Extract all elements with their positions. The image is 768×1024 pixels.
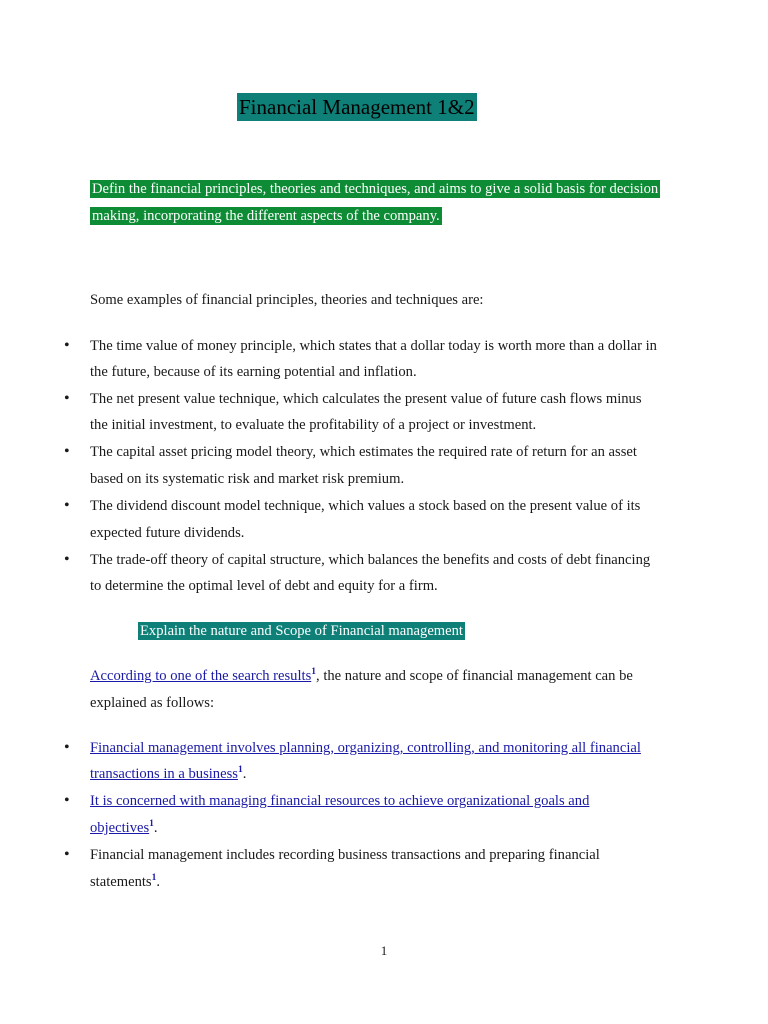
document-title: Financial Management 1&2: [239, 95, 475, 119]
list-bullet: •: [64, 443, 70, 460]
list-item-cont: to determine the optimal level of debt and equity for a firm.: [90, 578, 438, 594]
footnote-ref[interactable]: 1: [237, 765, 243, 775]
scope-item-link[interactable]: objectives: [90, 820, 150, 836]
scope-item-cont: [90, 765, 246, 783]
scope-item-cont: [90, 873, 160, 891]
list-bullet: •: [64, 497, 70, 514]
list-bullet: •: [64, 337, 70, 354]
scope-item-cont: [90, 819, 158, 837]
list-item-cont: based on its systematic risk and market risk premium.: [90, 471, 405, 487]
list-item-text: statements: [90, 874, 152, 890]
list-bullet: •: [64, 551, 70, 568]
list-item: The time value of money principle, which states that a dollar today is worth more than a dollar in: [90, 338, 657, 354]
list-item-cont: the initial investment, to evaluate the profitability of a project or investment.: [90, 417, 537, 433]
scope-item-link[interactable]: Financial management involves planning, organizing, controlling, and monitoring all financial: [90, 740, 641, 756]
period: .: [242, 766, 247, 782]
scope-intro-line-2: explained as follows:: [90, 695, 215, 711]
list-item-cont: the future, because of its earning potential and inflation.: [90, 364, 417, 380]
list-item: The capital asset pricing model theory, which estimates the required rate of return for an asset: [90, 444, 637, 460]
period: .: [153, 820, 158, 836]
intro-line-1: Defin the financial principles, theories and techniques, and aims to give a solid basis for decision: [92, 181, 659, 197]
list-item: Financial management includes recording business transactions and preparing financial: [90, 847, 600, 863]
search-results-link[interactable]: According to one of the search results: [90, 668, 312, 684]
footnote-ref[interactable]: 1: [149, 819, 154, 829]
scope-item-link[interactable]: transactions in a business: [90, 766, 238, 782]
period: .: [156, 874, 161, 890]
list-item: The net present value technique, which calculates the present value of future cash flows minus: [90, 391, 642, 407]
list-bullet: •: [64, 390, 70, 407]
list-bullet: •: [64, 792, 70, 809]
scope-intro-line-1: [90, 667, 633, 685]
list-item-cont: expected future dividends.: [90, 525, 245, 541]
footnote-ref[interactable]: 1: [151, 873, 157, 883]
scope-intro-text: , the nature and scope of financial management can be: [316, 668, 633, 684]
intro-line-2: making, incorporating the different aspects of the company.: [92, 208, 440, 224]
scope-item-link[interactable]: It is concerned with managing financial resources to achieve organizational goals and: [90, 793, 590, 809]
list-bullet: •: [64, 846, 70, 863]
page-number: 1: [380, 943, 388, 958]
list-item: The dividend discount model technique, which values a stock based on the present value of its: [90, 498, 641, 514]
list-bullet: •: [64, 739, 70, 756]
section-heading: Explain the nature and Scope of Financial management: [140, 623, 463, 639]
examples-lead: Some examples of financial principles, theories and techniques are:: [90, 292, 484, 308]
footnote-ref[interactable]: 1: [311, 667, 317, 677]
list-item: The trade-off theory of capital structure, which balances the benefits and costs of debt financing: [90, 552, 651, 568]
